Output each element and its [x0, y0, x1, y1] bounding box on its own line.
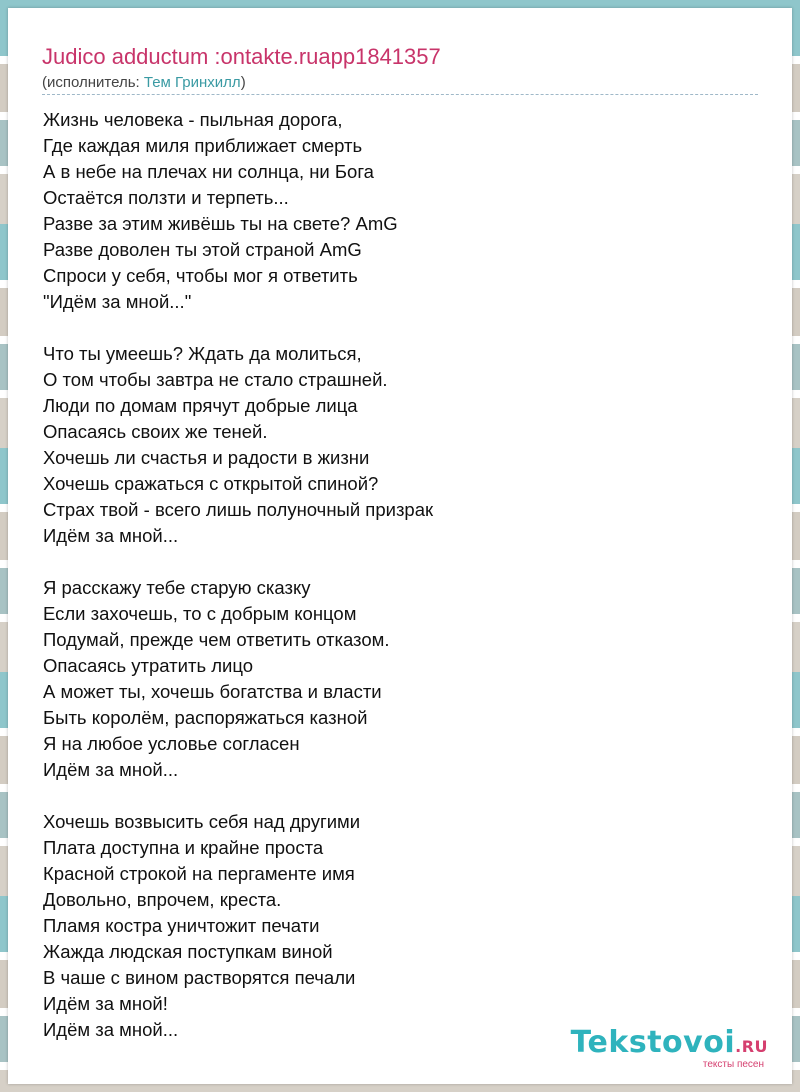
lyric-line: Если захочешь, то с добрым концом: [43, 603, 357, 624]
lyric-line: Довольно, впрочем, креста.: [43, 889, 282, 910]
lyric-line: Люди по домам прячут добрые лица: [43, 395, 358, 416]
lyric-line: Жизнь человека - пыльная дорога,: [43, 109, 343, 130]
lyric-line: Красной строкой на пергаменте имя: [43, 863, 355, 884]
artist-link[interactable]: Тем Гринхилл: [143, 74, 241, 91]
stanza-1: [43, 107, 743, 315]
lyric-line: Я расскажу тебе старую сказку: [43, 577, 311, 598]
lyric-line: Разве доволен ты этой страной AmG: [43, 239, 362, 260]
lyric-line: Идём за мной!: [43, 993, 168, 1014]
song-title: Judico adductum :ontakte.ruapp1841357: [42, 44, 441, 69]
lyric-line: Разве за этим живёшь ты на свете? AmG: [43, 213, 398, 234]
lyric-line: Быть королём, распоряжаться казной: [43, 707, 368, 728]
lyric-line: Пламя костра уничтожит печати: [43, 915, 320, 936]
artist-line: [42, 74, 246, 91]
stanza-3: [43, 575, 743, 783]
stanza-gap: [43, 315, 743, 341]
lyric-line: Что ты умеешь? Ждать да молиться,: [43, 343, 362, 364]
lyric-line: О том чтобы завтра не стало страшней.: [43, 369, 388, 390]
lyric-line: Идём за мной...: [43, 1019, 179, 1040]
stanza-gap: [43, 783, 743, 809]
lyric-line: Плата доступна и крайне проста: [43, 837, 324, 858]
artist-prefix: (исполнитель:: [42, 74, 144, 91]
lyric-line: Страх твой - всего лишь полуночный призрак: [43, 499, 434, 520]
artist-suffix: ): [240, 74, 246, 91]
lyric-line: Хочешь возвысить себя над другими: [43, 811, 361, 832]
lyric-line: Хочешь сражаться с открытой спиной?: [43, 473, 379, 494]
lyric-line: Где каждая миля приближает смерть: [43, 135, 363, 156]
lyric-line: Подумай, прежде чем ответить отказом.: [43, 629, 390, 650]
lyrics-body: [43, 107, 743, 1043]
lyric-line: Идём за мной...: [43, 759, 179, 780]
dashed-divider: [42, 94, 758, 95]
logo-tagline: тексты песен: [702, 1059, 764, 1070]
lyric-line: А может ты, хочешь богатства и власти: [43, 681, 382, 702]
lyric-line: Жажда людская поступкам виной: [43, 941, 333, 962]
lyric-line: А в небе на плечах ни солнца, ни Бога: [43, 161, 374, 182]
lyric-line: Опасаясь своих же теней.: [43, 421, 268, 442]
lyrics-sheet: [8, 8, 792, 1084]
lyric-line: Идём за мной...: [43, 525, 179, 546]
stanza-gap: [43, 549, 743, 575]
stanza-2: [43, 341, 743, 549]
lyric-line: Хочешь ли счастья и радости в жизни: [43, 447, 370, 468]
logo-main-text: Tekstovoi: [570, 1025, 736, 1060]
lyric-line: В чаше с вином растворятся печали: [43, 967, 356, 988]
stanza-4: [43, 809, 743, 1043]
lyric-line: Я на любое условье согласен: [43, 733, 300, 754]
lyric-line: Спроси у себя, чтобы мог я ответить: [43, 265, 358, 286]
lyric-line: "Идём за мной...": [43, 291, 192, 312]
logo-ru-suffix: .RU: [735, 1037, 768, 1056]
tekstovoi-logo[interactable]: [571, 1027, 768, 1070]
logo-wordmark: [571, 1027, 768, 1063]
lyric-line: Остаётся ползти и терпеть...: [43, 187, 289, 208]
lyric-line: Опасаясь утратить лицо: [43, 655, 254, 676]
